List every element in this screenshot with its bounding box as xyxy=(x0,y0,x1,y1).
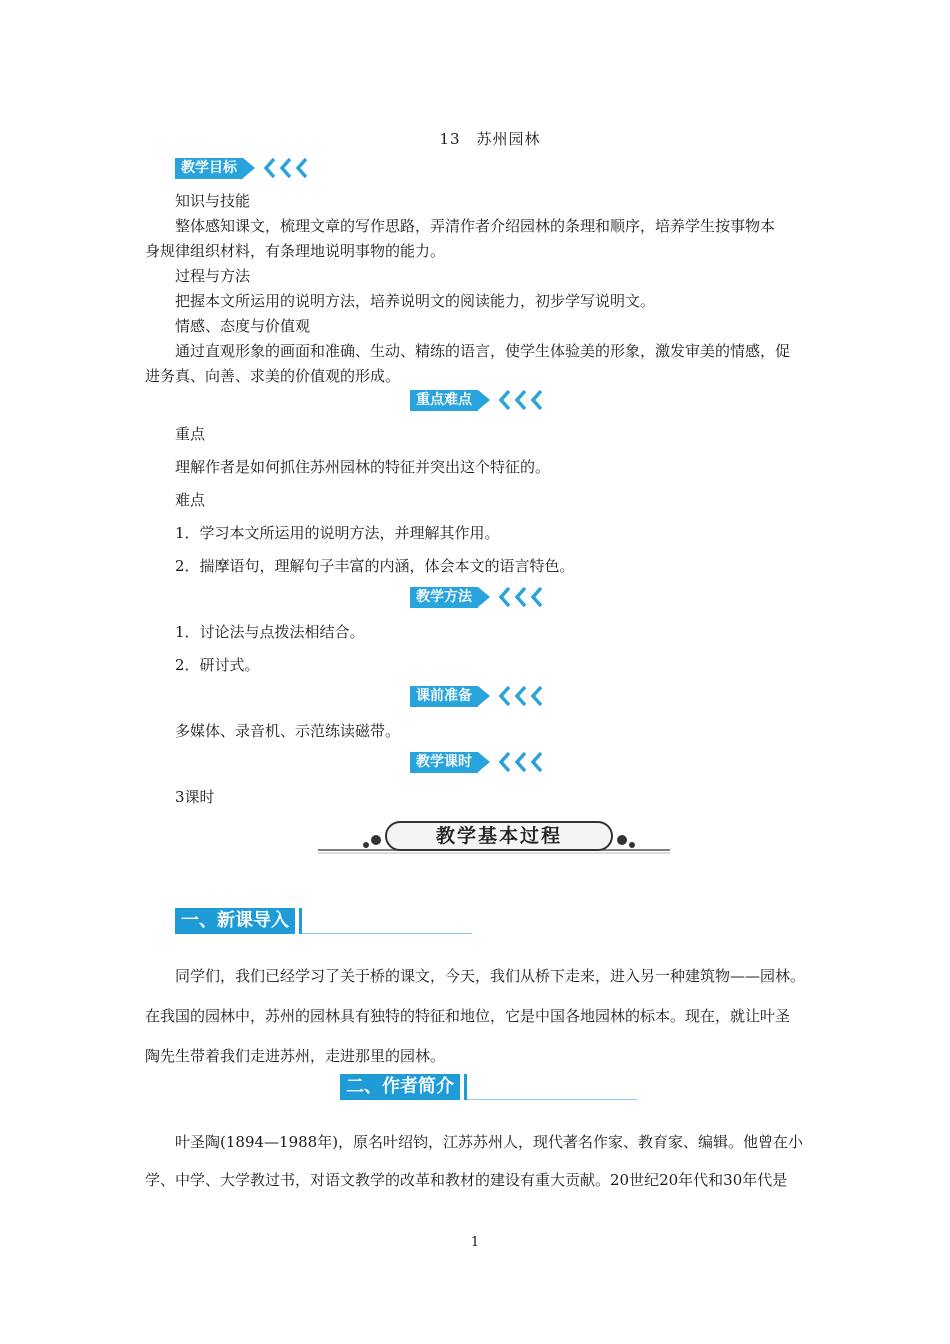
chevron-left-icon xyxy=(263,157,311,179)
paragraph-line: 叶圣陶(1894—1988年)，原名叶绍钧，江苏苏州人，现代著名作家、教育家、编辑。他曾在小 xyxy=(175,1133,804,1151)
list-item: 2．揣摩语句，理解句子丰富的内涵，体会本文的语言特色。 xyxy=(175,557,575,575)
badge-label: 重点难点 xyxy=(410,390,478,411)
list-item: 2．研讨式。 xyxy=(175,656,260,674)
section-heading-label: 二、作者简介 xyxy=(340,1074,460,1100)
badge-hours xyxy=(410,751,546,773)
chevron-left-icon xyxy=(498,389,546,411)
badge-label: 教学课时 xyxy=(410,752,478,773)
section-heading-intro xyxy=(175,908,472,934)
list-item: 1．学习本文所运用的说明方法，并理解其作用。 xyxy=(175,524,500,542)
paragraph-line: 在我国的园林中，苏州的园林具有独特的特征和地位，它是中国各地园林的标本。现在，就让叶圣 xyxy=(145,1007,791,1025)
badge-key-points xyxy=(410,389,546,411)
paragraph-line: 学、中学、大学教过书，对语文教学的改革和教材的建设有重大贡献。20世纪20年代和30年代是 xyxy=(145,1171,788,1189)
banner-label: 教学基本过程 xyxy=(435,825,562,847)
section-heading-label: 一、新课导入 xyxy=(175,908,295,934)
list-item: 1．讨论法与点拨法相结合。 xyxy=(175,623,365,641)
badge-label: 教学目标 xyxy=(175,158,243,179)
badge-objectives xyxy=(175,157,311,179)
subheading-knowledge: 知识与技能 xyxy=(175,192,251,210)
subheading-process: 过程与方法 xyxy=(175,267,251,285)
subheading-difficult: 难点 xyxy=(175,491,206,509)
chevron-left-icon xyxy=(498,586,546,608)
paragraph-line: 3课时 xyxy=(175,788,215,806)
paragraph-line: 把握本文所运用的说明方法，培养说明文的阅读能力，初步学写说明文。 xyxy=(175,292,656,310)
badge-label: 课前准备 xyxy=(410,686,478,707)
page-title: 13 苏州园林 xyxy=(439,130,541,148)
paragraph-line: 理解作者是如何抓住苏州园林的特征并突出这个特征的。 xyxy=(175,458,551,476)
badge-label: 教学方法 xyxy=(410,587,478,608)
heading-bar xyxy=(299,908,302,934)
paragraph-line: 整体感知课文，梳理文章的写作思路，弄清作者介绍园林的条理和顺序，培养学生按事物本 xyxy=(175,217,776,235)
paragraph-line: 通过直观形象的画面和准确、生动、精练的语言，使学生体验美的形象，激发审美的情感，促 xyxy=(175,342,791,360)
paragraph-line: 身规律组织材料，有条理地说明事物的能力。 xyxy=(145,242,446,260)
heading-underline xyxy=(467,1099,637,1100)
chevron-left-icon xyxy=(498,751,546,773)
paragraph-line: 同学们，我们已经学习了关于桥的课文，今天，我们从桥下走来，进入另一种建筑物——园林。 xyxy=(175,967,806,985)
heading-underline xyxy=(302,933,472,934)
chevron-left-icon xyxy=(498,685,546,707)
process-banner xyxy=(318,818,670,856)
section-heading-author xyxy=(340,1074,637,1100)
subheading-attitude: 情感、态度与价值观 xyxy=(175,317,311,335)
heading-bar xyxy=(464,1074,467,1100)
page-number: 1 xyxy=(470,1235,480,1250)
paragraph-line: 多媒体、录音机、示范练读磁带。 xyxy=(175,722,401,740)
badge-preparation xyxy=(410,685,546,707)
badge-methods xyxy=(410,586,546,608)
paragraph-line: 进务真、向善、求美的价值观的形成。 xyxy=(145,367,401,385)
subheading-key: 重点 xyxy=(175,425,206,443)
paragraph-line: 陶先生带着我们走进苏州，走进那里的园林。 xyxy=(145,1047,446,1065)
